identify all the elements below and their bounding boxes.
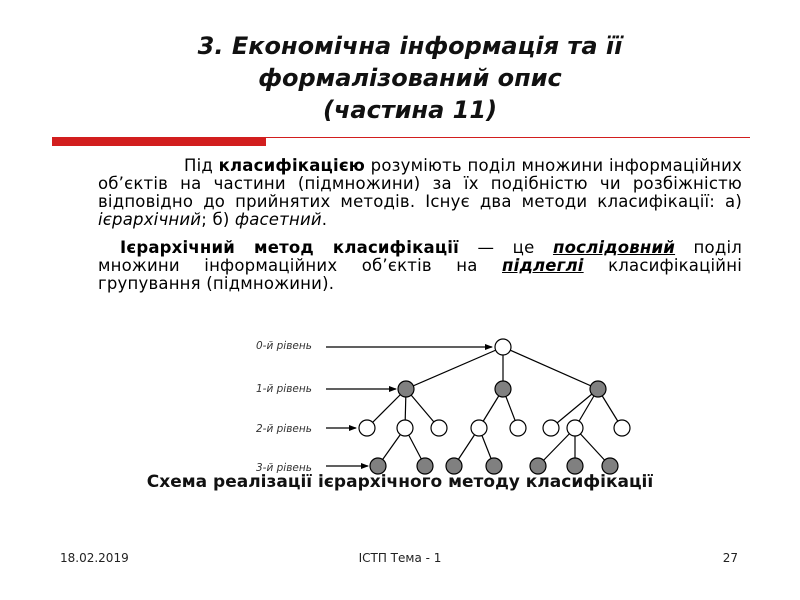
title-line-1: 3. Економічна інформація та її bbox=[197, 32, 623, 60]
p2-text-3: класифікаційні групування (підмножини). bbox=[98, 256, 742, 293]
level-1-label: 1-й рівень bbox=[256, 383, 312, 395]
term-faceted: фасетний bbox=[234, 210, 322, 229]
level-2-node bbox=[359, 420, 375, 436]
root-node bbox=[495, 339, 511, 355]
term-subordinate: підлеглі bbox=[502, 256, 584, 275]
p1-text-0: Під bbox=[184, 156, 219, 175]
p2-text-2: поділ множини інформаційних об’єктів на bbox=[98, 238, 742, 275]
level-1-node bbox=[495, 381, 511, 397]
tree-edges bbox=[367, 347, 622, 466]
term-classification: класифікацією bbox=[218, 156, 366, 175]
page-number: 27 bbox=[722, 551, 738, 565]
term-sequential: послідовний bbox=[552, 238, 676, 257]
level-2-node bbox=[567, 420, 583, 436]
level-2-label: 2-й рівень bbox=[256, 423, 312, 435]
p1-text-1: розуміють поділ множини інформаційних об’єктів на частини (підмножини) за їх подібністю чи розбіжністю відповідно до прийнятих методів. Існує два методи класифікації: а) bbox=[98, 156, 742, 211]
term-hierarchical-method: Ієрархічний метод класифікації bbox=[120, 238, 459, 257]
level-1-node bbox=[398, 381, 414, 397]
level-2-node bbox=[397, 420, 413, 436]
level-2-node bbox=[614, 420, 630, 436]
p2-text-1: — це bbox=[458, 238, 553, 257]
footer-date: 18.02.2019 bbox=[60, 551, 129, 565]
level-2-node bbox=[431, 420, 447, 436]
term-hierarchical: ієрархічний bbox=[98, 210, 202, 229]
title-line-3: (частина 11) bbox=[322, 96, 498, 124]
level-2-node bbox=[471, 420, 487, 436]
title-line-2: формалізований опис bbox=[258, 64, 562, 92]
p1-text-2: ; б) bbox=[201, 210, 235, 229]
level-2-node bbox=[543, 420, 559, 436]
level-2-node bbox=[510, 420, 526, 436]
level-0-label: 0-й рівень bbox=[256, 340, 312, 352]
diagram-caption: Схема реалізації ієрархічного методу класифікації bbox=[146, 472, 654, 492]
p1-text-3: . bbox=[321, 210, 328, 229]
level-1-node bbox=[590, 381, 606, 397]
footer-course: ІСТП Тема - 1 bbox=[358, 551, 442, 565]
level-3-label: 3-й рівень bbox=[256, 462, 312, 474]
